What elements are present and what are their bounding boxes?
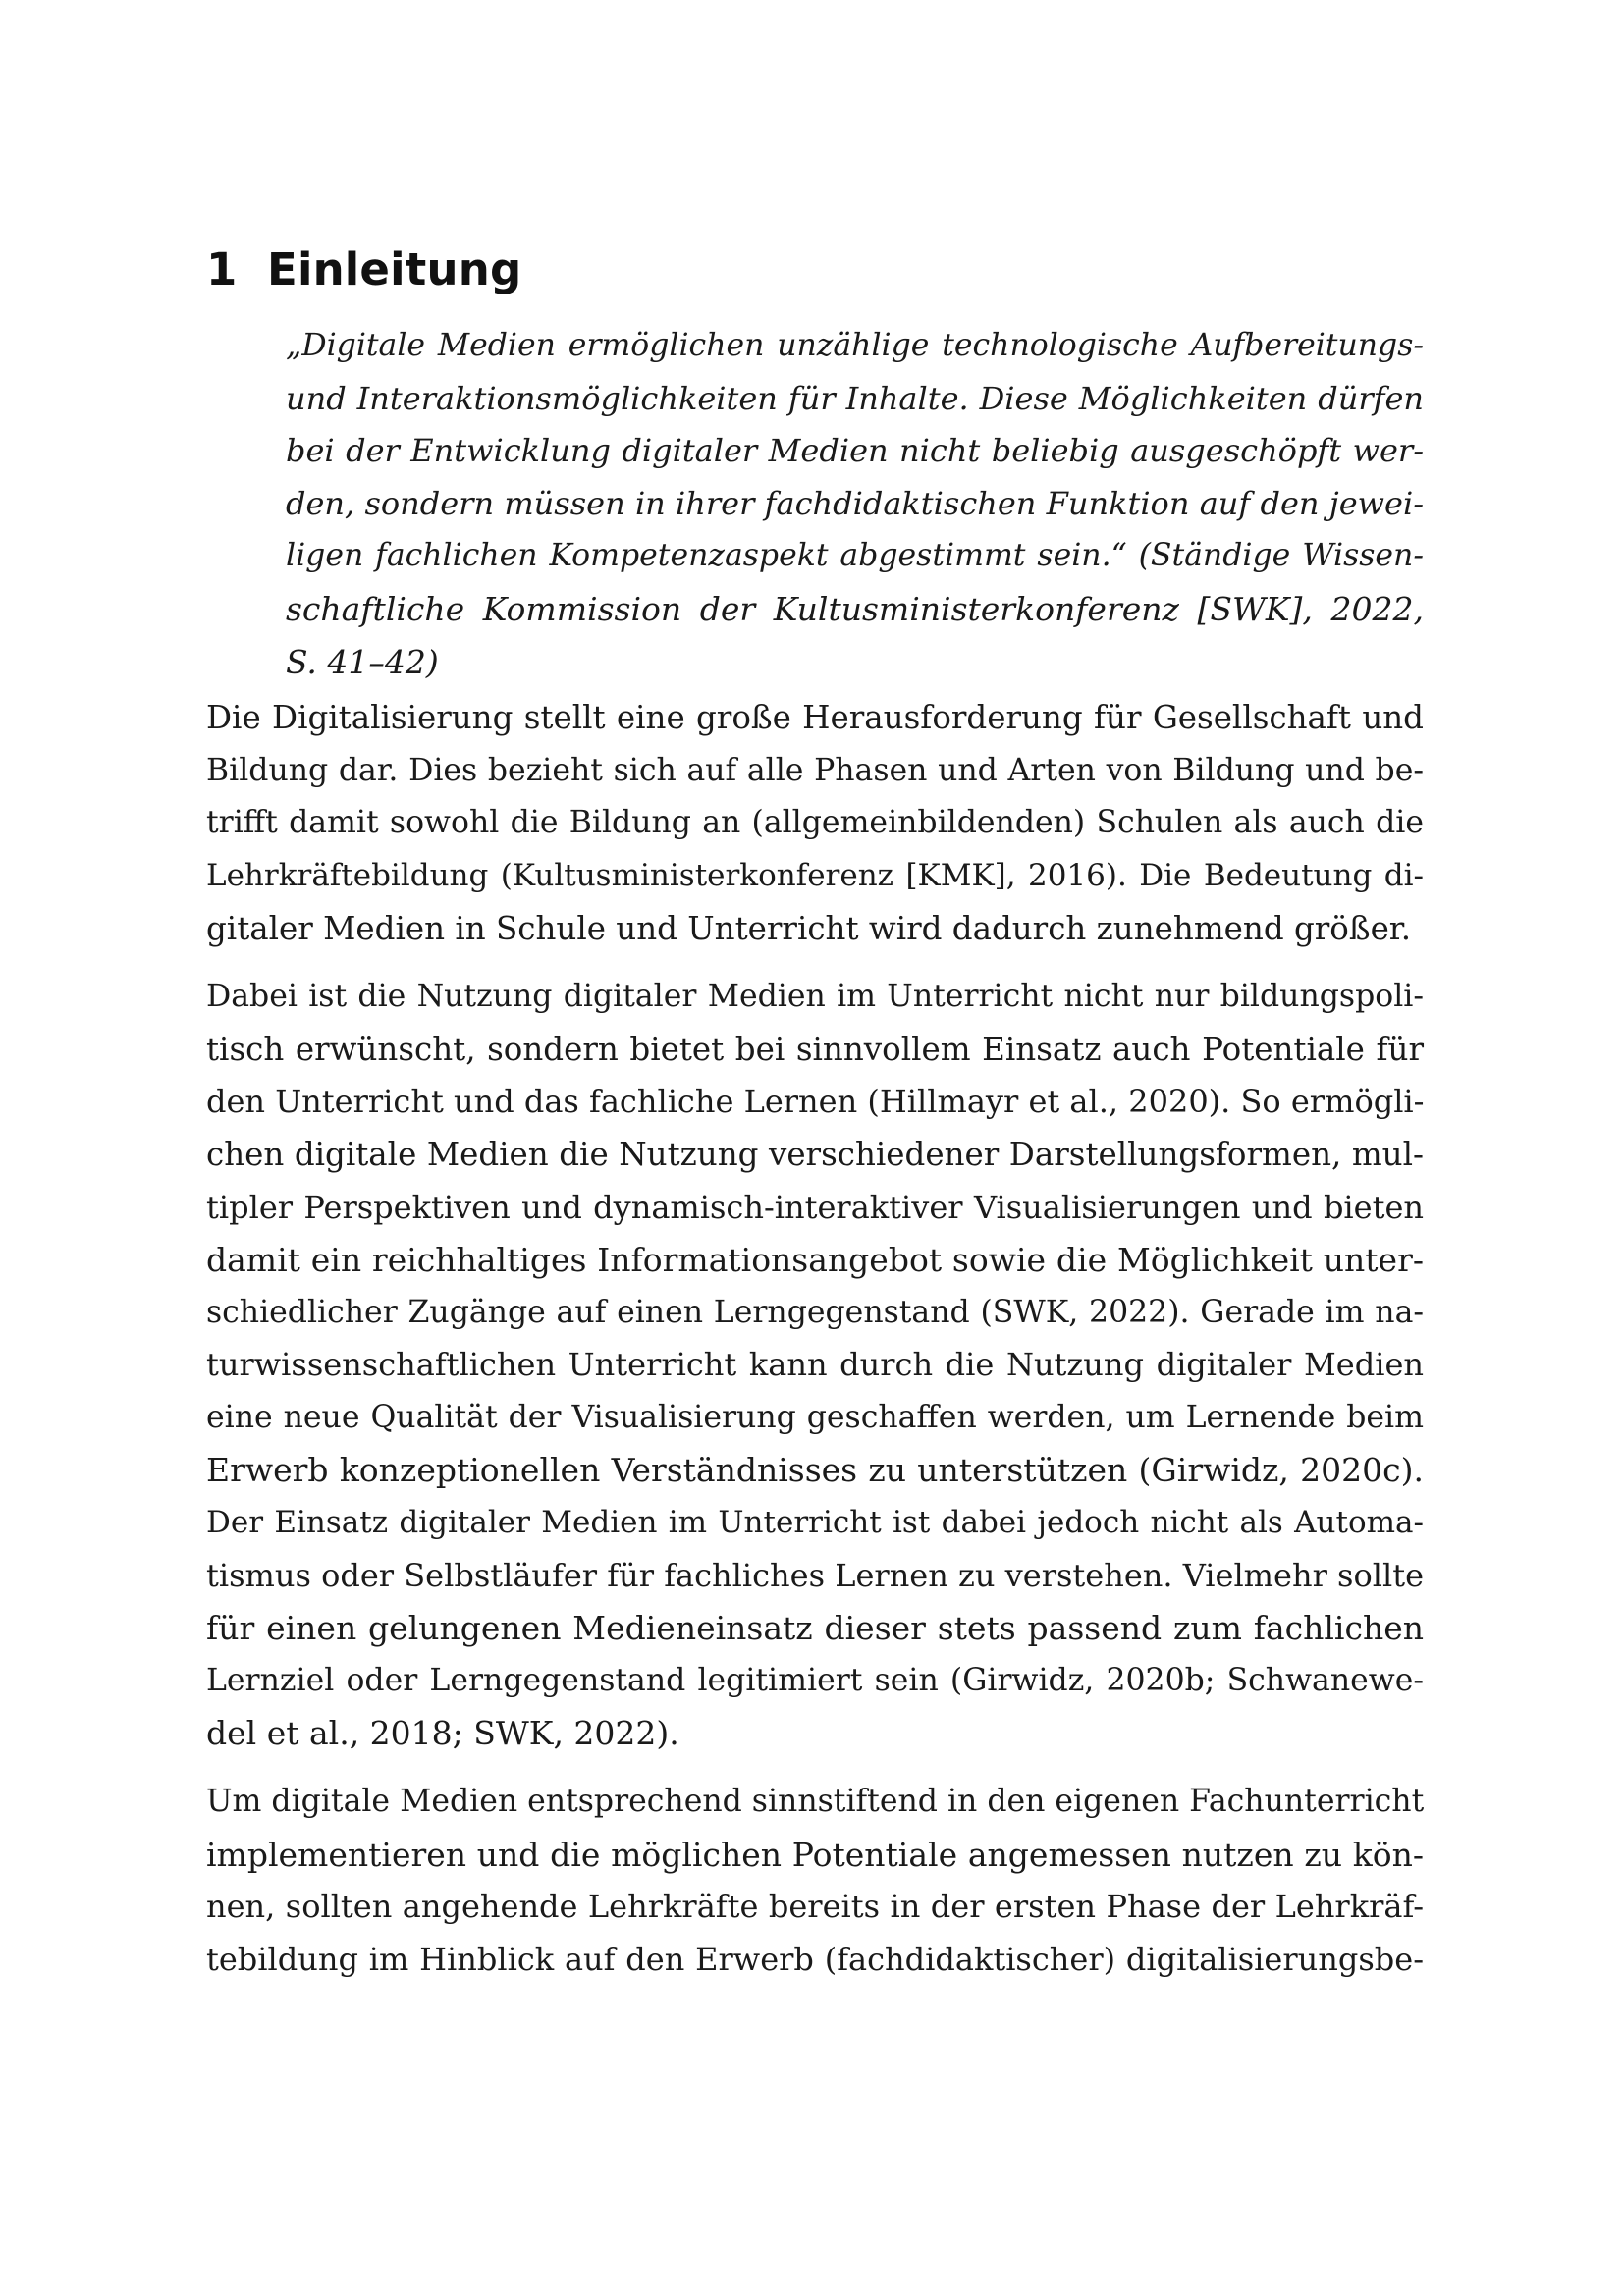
body-paragraph-2 — [206, 971, 1424, 1760]
text-line: damit ein reichhaltiges Informationsangebot sowie die Möglichkeit unter- — [206, 1241, 1424, 1280]
text-line: chen digitale Medien die Nutzung verschiedener Darstellungsformen, mul- — [206, 1135, 1424, 1173]
epigraph-line: S. 41–42) — [286, 642, 439, 681]
text-line: tebildung im Hinblick auf den Erwerb (fachdidaktischer) digitalisierungsbe- — [206, 1940, 1424, 1978]
text-line: tisch erwünscht, sondern bietet bei sinnvollem Einsatz auch Potentiale für — [206, 1030, 1424, 1068]
epigraph-line: „Digitale Medien ermöglichen unzählige technologische Aufbereitungs- — [286, 328, 1424, 363]
text-line: turwissenschaftlichen Unterricht kann durch die Nutzung digitaler Medien — [206, 1346, 1424, 1384]
chapter-heading — [206, 236, 1424, 304]
epigraph-line: bei der Entwicklung digitaler Medien nicht beliebig ausgeschöpft wer- — [286, 432, 1424, 470]
chapter-number: 1 — [206, 243, 238, 295]
text-line: trifft damit sowohl die Bildung an (allgemeinbildenden) Schulen als auch die — [206, 805, 1424, 841]
chapter-title: Einleitung — [267, 243, 522, 295]
text-line: Der Einsatz digitaler Medien im Unterricht ist dabei jedoch nicht als Automa- — [206, 1505, 1424, 1541]
epigraph-line: den, sondern müssen in ihrer fachdidaktischen Funktion auf den jewei- — [286, 484, 1424, 522]
text-line: Um digitale Medien entsprechend sinnstiftend in den eigenen Fachunterricht — [206, 1784, 1425, 1820]
epigraph-line: ligen fachlichen Kompetenzaspekt abgestimmt sein.“ (Ständige Wissen- — [286, 538, 1424, 574]
document-page — [206, 236, 1424, 2002]
text-line: eine neue Qualität der Visualisierung geschaffen werden, um Lernende beim — [206, 1399, 1424, 1435]
body-paragraph-3 — [206, 1776, 1424, 1986]
text-line: Dabei ist die Nutzung digitaler Medien im Unterricht nicht nur bildungspoli- — [206, 979, 1424, 1015]
text-line: den Unterricht und das fachliche Lernen (Hillmayr et al., 2020). So ermögli- — [206, 1083, 1425, 1121]
text-line: nen, sollten angehende Lehrkräfte bereits in der ersten Phase der Lehrkräf- — [206, 1888, 1424, 1926]
text-line: Die Digitalisierung stellt eine große Herausforderung für Gesellschaft und — [206, 699, 1424, 737]
epigraph-line: und Interaktionsmöglichkeiten für Inhalte. Diese Möglichkeiten dürfen — [286, 379, 1424, 417]
text-line: Bildung dar. Dies bezieht sich auf alle Phasen und Arten von Bildung und be- — [206, 752, 1424, 788]
text-line: Erwerb konzeptionellen Verständnisses zu unterstützen (Girwidz, 2020c). — [206, 1451, 1424, 1490]
epigraph-line: schaftliche Kommission der Kultusministerkonferenz [SWK], 2022, — [286, 589, 1424, 628]
text-line: Lehrkräftebildung (Kultusministerkonferenz [KMK], 2016). Die Bedeutung di- — [206, 857, 1424, 893]
text-line: gitaler Medien in Schule und Unterricht wird dadurch zunehmend größer. — [206, 909, 1412, 947]
body-paragraph-1 — [206, 692, 1424, 955]
text-line: tismus oder Selbstläufer für fachliches Lernen zu verstehen. Vielmehr sollte — [206, 1556, 1424, 1594]
epigraph-quote — [286, 320, 1424, 688]
text-line: tipler Perspektiven und dynamisch-interaktiver Visualisierungen und bieten — [206, 1188, 1424, 1226]
text-line: schiedlicher Zugänge auf einen Lerngegenstand (SWK, 2022). Gerade im na- — [206, 1294, 1424, 1330]
text-line: implementieren und die möglichen Potentiale angemessen nutzen zu kön- — [206, 1835, 1424, 1874]
text-line: für einen gelungenen Medieneinsatz dieser stets passend zum fachlichen — [206, 1609, 1424, 1648]
text-line: Lernziel oder Lerngegenstand legitimiert sein (Girwidz, 2020b; Schwanewe- — [206, 1662, 1424, 1698]
text-line: del et al., 2018; SWK, 2022). — [206, 1714, 679, 1753]
